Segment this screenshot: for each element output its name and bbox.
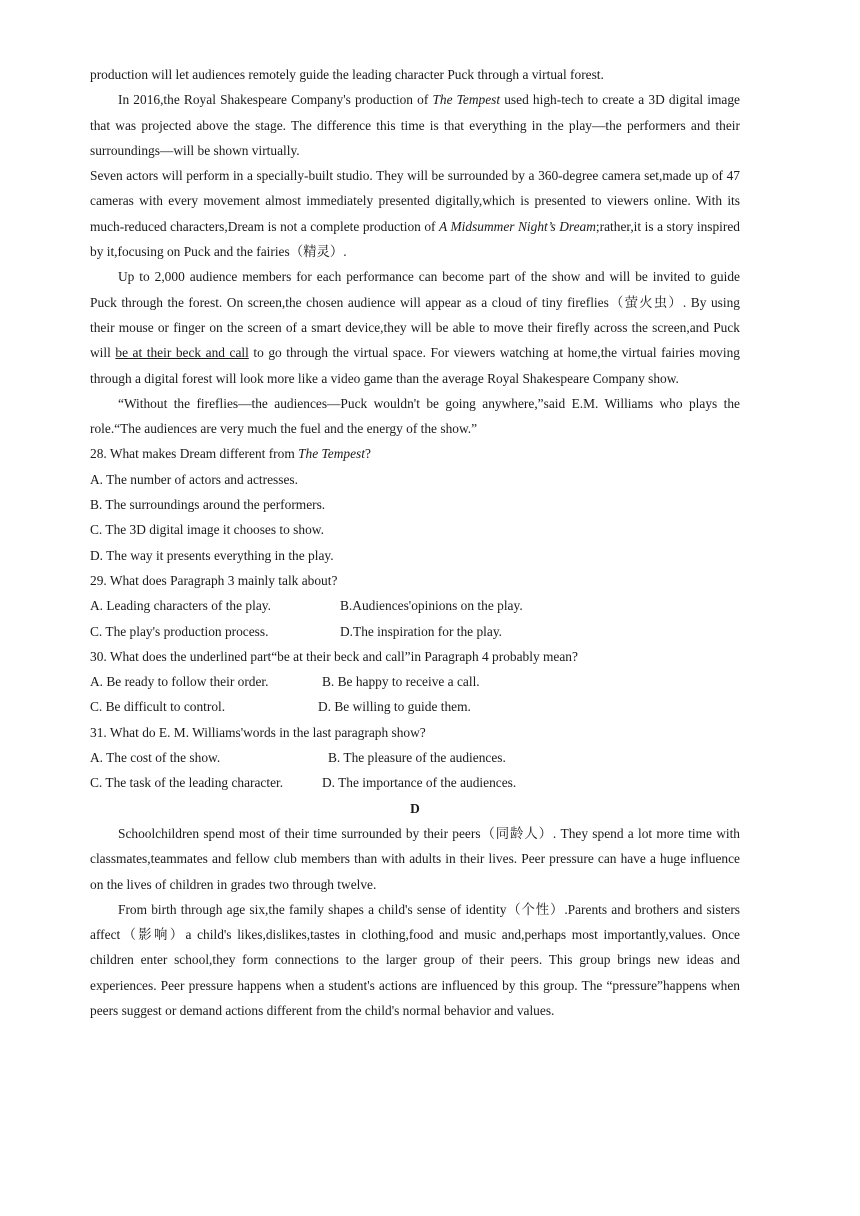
option-b: B. Be happy to receive a call. <box>322 674 480 690</box>
question-30 <box>90 644 740 720</box>
passage-d-heading: D <box>410 800 420 816</box>
text: ? <box>364 446 371 462</box>
text: Seven actors will perform in a specially-built studio. They will be surrounded by a 360-degree camera set,made up of 47 cameras with every movement almost immediately presented digitally,which is presented to viewers online. With its much-reduced characters,Dream is not a complete production of <box>90 168 740 234</box>
question-29 <box>90 568 740 644</box>
option-row <box>90 745 740 770</box>
question-stem <box>90 441 740 466</box>
text: ;rather,it is a story inspired by it,focusing on Puck and the fairies（精灵）. <box>90 218 740 260</box>
text: to go through the virtual space. For viewers watching at home,the virtual fairies moving through a digital forest will look more like a video game than the average Royal Shakespeare Company show. <box>90 345 740 386</box>
underlined-phrase: be at their beck and call <box>115 345 249 361</box>
option-a: A. Be ready to follow their order. <box>90 674 269 690</box>
text: used high-tech to create a 3D digital image that was projected above the stage. The difference this time is that everything in the play—the performers and their surroundings—will be shown virtually. <box>90 92 740 158</box>
passage-d-paragraph-1: Schoolchildren spend most of their time surrounded by their peers（同龄人）. They spend a lot more time with classmates,teammates and fellow club members than with adults in their lives. Peer pressure can have a huge influence on the lives of children in grades two through twelve. <box>90 825 740 892</box>
option-row <box>90 770 740 795</box>
text: 28. What makes Dream different from <box>90 446 299 462</box>
passage-c-paragraph-3 <box>90 163 740 264</box>
question-stem: 31. What do E. M. Williams'words in the last paragraph show? <box>90 724 426 740</box>
option-d: D. The way it presents everything in the play. <box>90 547 334 563</box>
option-row <box>90 593 740 618</box>
option-row <box>90 669 740 694</box>
document-page <box>90 62 740 1023</box>
question-stem: 29. What does Paragraph 3 mainly talk about? <box>90 572 338 588</box>
italic-title: The Tempest <box>298 446 365 462</box>
option-b: B. The surroundings around the performers. <box>90 497 326 513</box>
passage-c-paragraph-4 <box>90 264 740 390</box>
option-a: A. The number of actors and actresses. <box>90 471 298 487</box>
option-b: B.Audiences'opinions on the play. <box>340 598 523 614</box>
passage-d-paragraph-2: From birth through age six,the family shapes a child's sense of identity（个性）.Parents and brothers and sisters affect（影响）a child's likes,dislikes,tastes in clothing,food and music and,perhaps most importantly,values. Once children enter school,they form connections to the larger group of their peers. This group brings new ideas and experiences. Peer pressure happens when a student's actions are influenced by this group. The “pressure”happens when peers suggest or demand actions different from the child's normal behavior and values. <box>90 901 740 1018</box>
passage-c-paragraph-1-tail: production will let audiences remotely guide the leading character Puck through a virtual forest. <box>90 67 604 82</box>
option-row <box>90 619 740 644</box>
text: Up to 2,000 audience members for each performance can become part of the show and will be invited to guide Puck through the forest. On screen,the chosen audience will appear as a cloud of tiny fireflies（萤火虫）. By using their mouse or finger on the screen of a smart device,they will be able to move their firefly across the screen,and Puck will <box>90 269 740 361</box>
option-c: C. Be difficult to control. <box>90 699 226 715</box>
option-d: D. Be willing to guide them. <box>318 699 471 715</box>
passage-c-paragraph-5: “Without the fireflies—the audiences—Puck wouldn't be going anywhere,”said E.M. Williams who plays the role.“The audiences are very much the fuel and the energy of the show.” <box>90 395 740 437</box>
option-b: B. The pleasure of the audiences. <box>328 750 506 766</box>
question-stem: 30. What does the underlined part“be at their beck and call”in Paragraph 4 probably mean? <box>90 648 578 664</box>
option-c: C. The task of the leading character. <box>90 775 284 791</box>
option-a: A. Leading characters of the play. <box>90 598 271 614</box>
question-28 <box>90 441 740 567</box>
option-d: D. The importance of the audiences. <box>322 775 517 791</box>
option-c: C. The play's production process. <box>90 623 269 639</box>
option-c: C. The 3D digital image it chooses to show. <box>90 522 324 538</box>
option-d: D.The inspiration for the play. <box>340 623 503 639</box>
option-row <box>90 694 740 719</box>
italic-title: A Midsummer Night’s Dream <box>439 218 596 234</box>
option-a: A. The cost of the show. <box>90 750 221 766</box>
passage-c-paragraph-2 <box>90 87 740 163</box>
italic-title: The Tempest <box>432 92 501 108</box>
question-31 <box>90 720 740 796</box>
text: In 2016,the Royal Shakespeare Company's production of <box>118 92 433 108</box>
